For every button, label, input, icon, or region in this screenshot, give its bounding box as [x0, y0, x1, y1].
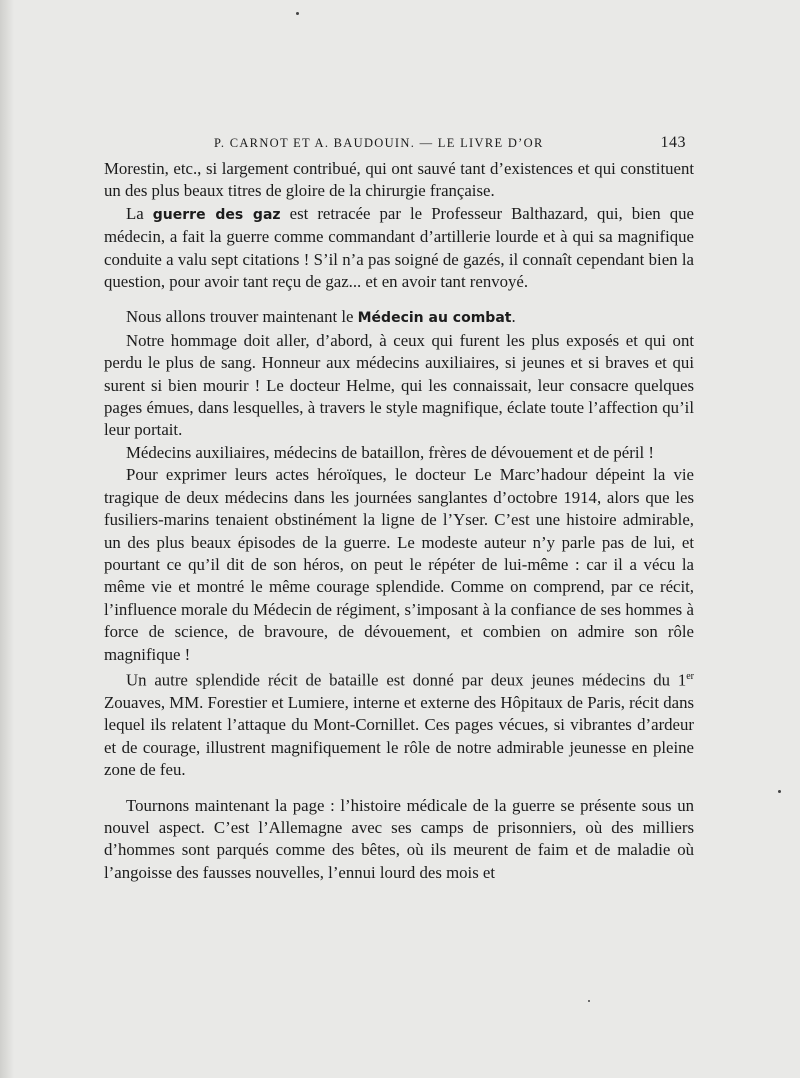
paragraph: Tournons maintenant la page : l’histoire médicale de la guerre se présente sous un nouvel aspect. C’est l’Allemagne avec ses camps de prisonniers, où des milliers d’hommes sont parqués comme des bêtes, où ils meurent de faim et de maladie où l’angoisse des fausses nouvelles, l’ennui lourd des mois et [104, 795, 694, 882]
paragraph: La guerre des gaz est retracée par le Professeur Balthazard, qui, bien que médecin, a fait la guerre comme commandant d’artillerie lourde et à qui sa magnifique conduite a valu sept citations ! S’il n’a pas soigné de gazés, il connaît cependant bien la question, pour avoir tant reçu de gaz... et en avoir tant renvoyé. [104, 203, 694, 292]
paragraph: Morestin, etc., si largement contribué, qui ont sauvé tant d’existences et qui constituent un des plus beaux titres de gloire de la chirurgie française. [104, 159, 694, 201]
paragraph: Notre hommage doit aller, d’abord, à ceux qui furent les plus exposés et qui ont perdu le plus de sang. Honneur aux médecins auxiliaires, si jeunes et si braves et qui surent si bien mourir ! Le docteur Helme, qui les connaissait, leur consacre quelques pages émues, dans lesquelles, à travers le style magnifique, éclate toute l’affection qu’il leur portait. [104, 330, 694, 440]
body-text [104, 158, 694, 884]
book-page [104, 128, 694, 884]
scan-edge-shadow [0, 0, 14, 1078]
running-head-title: P. CARNOT ET A. BAUDOUIN. — LE LIVRE D’OR [214, 136, 544, 150]
bold-term: Médecin au combat [357, 310, 512, 327]
paragraph: Pour exprimer leurs actes héroïques, le docteur Le Marc’hadour dépeint la vie tragique de deux médecins dans les journées sanglantes d’octobre 1914, alors que les fusiliers-marins tenaient obstinément la ligne de l’Yser. C’est une histoire admirable, un des plus beaux épisodes de la guerre. Le modeste auteur n’y parle pas de lui, et pourtant ce qu’il dit de son héros, on peut le répéter de lui-même : car il a vécu la même vie et montré le même courage splendide. Comme on comprend, par ce récit, l’influence morale du Médecin de régiment, s’imposant à la confiance de ses hommes à force de science, de bravoure, de dévouement, et combien on admire son rôle magnifique ! [104, 465, 694, 664]
speck-mark [778, 790, 781, 793]
running-head [104, 128, 694, 158]
bold-term: guerre des gaz [152, 206, 281, 223]
paragraph: Un autre splendide récit de bataille est donné par deux jeunes médecins du 1er Zouaves, MM. Forestier et Lumiere, interne et externe des Hôpitaux de Paris, récit dans lequel ils relatent l’attaque du Mont-Cornillet. Ces pages vécues, si vibrantes d’ardeur et de courage, illustrent magnifiquement le rôle de notre admirable jeunesse en pleine zone de feu. [104, 670, 694, 780]
page-number: 143 [660, 134, 686, 151]
paragraph: Médecins auxiliaires, médecins de bataillon, frères de dévouement et de péril ! [126, 442, 654, 462]
superscript: er [686, 670, 694, 682]
speck-mark [588, 1000, 590, 1002]
speck-mark [296, 12, 299, 15]
paragraph: Nous allons trouver maintenant le Médecin au combat. [126, 307, 516, 327]
